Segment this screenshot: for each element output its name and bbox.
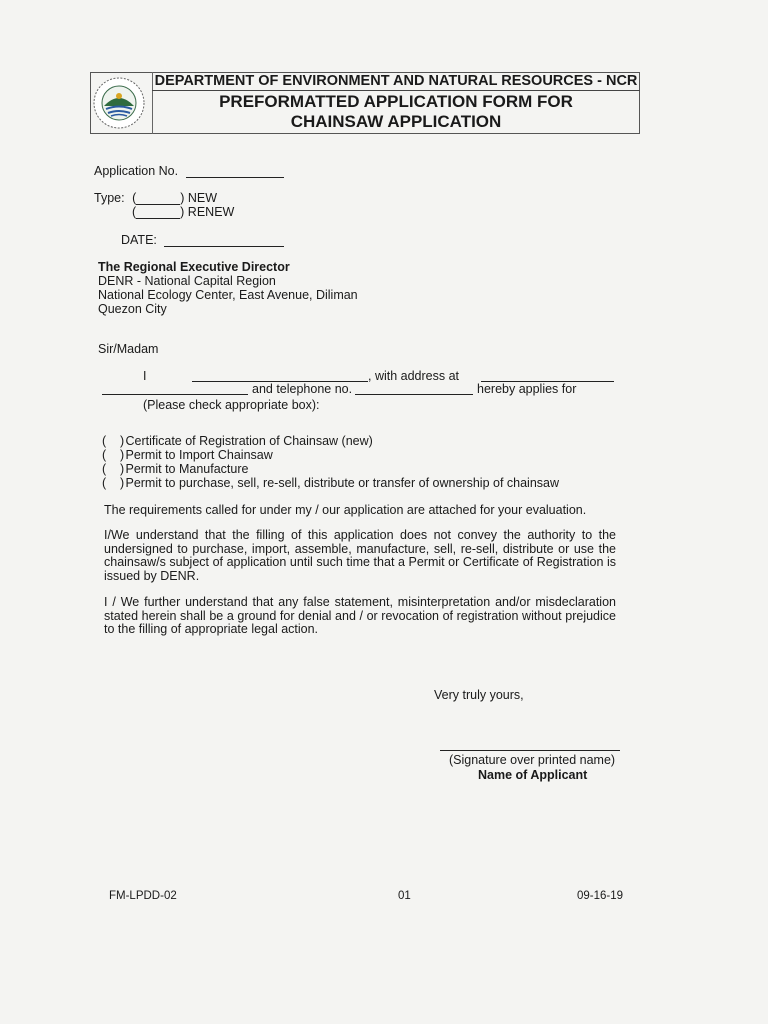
application-no-row [94, 164, 284, 178]
paragraph-false-statement: I / We further understand that any false statement, misinterpretation and/or misdeclaration stated herein shall be a ground for denial and / or revocation of registration without prejudice to the filling of appropriate legal action. [104, 595, 616, 636]
type-renew-paren: ( [132, 205, 137, 219]
addressee-name: The Regional Executive Director [98, 260, 290, 274]
type-renew-checkbox[interactable] [136, 206, 180, 219]
checkbox-option-label: Permit to Import Chainsaw [125, 448, 273, 462]
type-new-checkbox[interactable] [136, 192, 180, 205]
addressee-block [98, 260, 358, 316]
denr-logo [92, 76, 146, 130]
application-no-label: Application No. [94, 164, 179, 178]
checkbox-option-label: Permit to Manufacture [125, 462, 249, 476]
checkbox-option[interactable]: ( ) Permit to Manufacture [102, 462, 249, 476]
checkbox-option[interactable]: ( ) Permit to Import Chainsaw [102, 448, 273, 462]
checkbox-option[interactable]: ( ) Permit to purchase, sell, re-sell, distribute or transfer of ownership of chainsaw [102, 476, 560, 490]
check-note: (Please check appropriate box): [143, 398, 320, 412]
date-row [121, 233, 284, 247]
form-title [152, 92, 640, 132]
type-new-paren: ( [132, 191, 137, 205]
applicant-name-field[interactable] [192, 369, 368, 382]
telephone-label: and telephone no. [252, 382, 353, 396]
application-no-field[interactable] [186, 165, 284, 178]
page-number: 01 [398, 890, 411, 902]
signature-field[interactable] [440, 738, 620, 751]
closing: Very truly yours, [434, 688, 524, 702]
checkbox-option-label: Certificate of Registration of Chainsaw (new) [125, 434, 373, 448]
addressee-line3: Quezon City [98, 302, 167, 316]
revision-date: 09-16-19 [577, 890, 624, 902]
type-label: Type: [94, 191, 125, 205]
applicant-label: Name of Applicant [478, 768, 588, 782]
i-label: I [143, 369, 147, 383]
telephone-field[interactable] [355, 382, 473, 395]
type-row-new [94, 191, 217, 205]
form-title-line2: CHAINSAW APPLICATION [290, 112, 502, 131]
address-field-2[interactable] [102, 382, 248, 395]
addressee-line2: National Ecology Center, East Avenue, Diliman [98, 288, 358, 302]
salutation: Sir/Madam [98, 342, 159, 356]
address-field-1[interactable] [481, 369, 614, 382]
paragraph-requirements: The requirements called for under my / our application are attached for your evaluation. [104, 503, 587, 517]
date-field[interactable] [164, 234, 284, 247]
form-code: FM-LPDD-02 [109, 890, 177, 902]
type-row-renew [132, 205, 234, 219]
checkbox-option-label: Permit to purchase, sell, re-sell, distribute or transfer of ownership of chainsaw [125, 476, 560, 490]
type-renew-label: ) RENEW [180, 205, 235, 219]
checkbox-option[interactable]: ( ) Certificate of Registration of Chainsaw (new) [102, 434, 373, 448]
form-title-line1: PREFORMATTED APPLICATION FORM FOR [219, 92, 573, 111]
with-address-label: , with address at [368, 369, 460, 383]
paragraph-understanding: I/We understand that the filling of this application does not convey the authority to the undersigned to purchase, import, assemble, manufacture, sell, re-sell, distribute or use the chainsaw/s subject of application until such time that a Permit or Certificate of Registration is issued by DENR. [104, 528, 616, 583]
signature-label: (Signature over printed name) [449, 753, 616, 767]
date-label: DATE: [121, 233, 157, 247]
addressee-line1: DENR - National Capital Region [98, 274, 276, 288]
department-name: DEPARTMENT OF ENVIRONMENT AND NATURAL RESOURCES - NCR [152, 72, 640, 91]
type-new-label: ) NEW [180, 191, 218, 205]
hereby-label: hereby applies for [477, 382, 577, 396]
